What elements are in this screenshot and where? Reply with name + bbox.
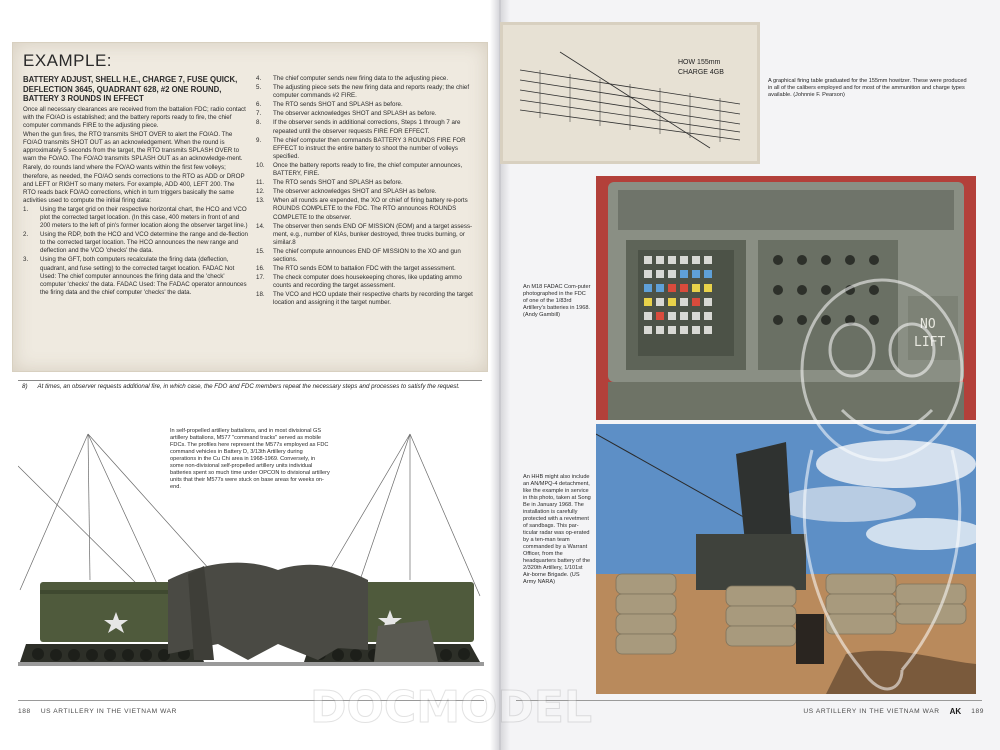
step-text: Using the RDP, both the HCO and VCO determine the range and de-flection to the corrected target location. The HCO announces the new range and deflection and the VCO 'checks' the data. xyxy=(40,231,248,255)
step-text: The observer acknowledges SHOT and SPLASH as before. xyxy=(273,188,437,196)
step-text: When all rounds are expended, the XO or chief of firing battery re-ports ROUNDS COMPLETE to the FDC. The RTO announces ROUNDS COMPLETE to the observer. xyxy=(273,197,468,221)
radar-caption: An HHB might also include an AN/MPQ-4 detachment, like the example in service in this photo, taken at Song Be in January 1968. The installation is carefully protected with a revetment of sandbags. This par-ticular radar was op-erated by a ten-man team commanded by a Warrant Officer, from the headquarters battery of the 2/320th Artillery, 1/101st Air-borne Brigade. (US Army NARA) xyxy=(523,474,591,585)
profile-caption: In self-propelled artillery battalions, and in most divisional GS artillery battalions, M577 "command tracks" served as mobile FDCs. The profiles here represent the M577s employed as FDC command vehicles in Battery D, 3/13th Artillery during operations in the Cu Chi area in 1968-1969. Conversely, in some non-divisional self-propelled artillery units individual batteries spent so much time under OPCON to divisional artillery units that their M577s were stuck on base areas for weeks on-end. xyxy=(170,428,330,490)
example-step xyxy=(256,188,481,196)
example-step xyxy=(256,223,481,247)
fadac-computer-photo xyxy=(596,176,976,420)
step-number: 11. xyxy=(256,179,265,187)
footnote-marker: 8) xyxy=(22,383,28,390)
step-text: The adjusting piece sets the new firing data and reports ready; the chief computer commands #2 FIRE. xyxy=(273,84,470,100)
step-number: 3. xyxy=(23,256,29,264)
step-text: The RTO sends SHOT and SPLASH as before. xyxy=(273,101,403,109)
running-title-left: US ARTILLERY IN THE VIETNAM WAR xyxy=(40,707,178,715)
example-column-right xyxy=(256,75,481,367)
footnote xyxy=(22,383,482,390)
step-text: Using the target grid on their respective horizontal chart, the HCO and VCO plot the corrected target location. (In this case, 400 meters in front of and 200 meters to the left of pin's former location along the observer target line.) xyxy=(40,205,248,230)
example-step xyxy=(256,101,481,109)
example-step xyxy=(256,179,481,187)
step-text: If the observer sends in additional corrections, Steps 1 through 7 are repeated until the observer requests FIRE FOR EFFECT. xyxy=(273,119,461,135)
brand-watermark-text: DOCMODEL xyxy=(310,682,593,733)
step-text: The chief computer then commands BATTERY 3 ROUNDS FIRE FOR EFFECT to instruct the entire battery to shoot the number of volleys specified. xyxy=(273,136,466,160)
step-text: Once the battery reports ready to fire, the chief computer announces, BATTERY, FIRE. xyxy=(273,161,463,178)
example-step xyxy=(256,291,481,307)
example-step xyxy=(256,84,481,100)
ak-brand-logo: AK xyxy=(949,706,962,716)
example-step xyxy=(256,162,481,178)
example-column-left xyxy=(23,75,248,367)
firing-table-caption: A graphical firing table graduated for the 155mm howitzer. These were produced in all of the calibers employed and for most of the ammunition and charge types available. (Johnnie F. Pearson) xyxy=(768,78,967,98)
step-number: 12. xyxy=(256,188,265,196)
step-number: 13. xyxy=(256,197,265,205)
example-step xyxy=(256,197,481,221)
step-text: The observer acknowledges SHOT and SPLASH as before. xyxy=(273,110,437,118)
step-number: 2. xyxy=(23,231,29,239)
step-number: 4. xyxy=(256,75,262,82)
step-number: 1. xyxy=(23,205,29,213)
fadac-caption: An M18 FADAC Com-puter photographed in the FDC of one of the 1/83rd Artillery's batteries in 1968. (Andy Gambill) xyxy=(523,284,591,318)
footnote-text: At times, an observer requests additional fire, in which case, the FDO and FDC members repeat the necessary steps and processes to satisfy the request. xyxy=(37,383,460,390)
example-paragraph: Once all necessary clearances are received from the battalion FDC; radio contact with the FO/AO is established; and the battery reports ready to fire, the chief computer commands FIRE to the adjusting piece. xyxy=(23,105,246,129)
step-number: 9. xyxy=(256,136,262,144)
folio-divider-left xyxy=(18,700,484,701)
page-number-right: 189 xyxy=(971,707,984,715)
fadac-stencil-line-1: NO xyxy=(920,317,936,332)
step-number: 5. xyxy=(256,84,262,92)
example-body xyxy=(23,75,481,367)
radar-installation-photo xyxy=(596,424,976,694)
page-number-left: 188 xyxy=(18,707,31,715)
graphical-firing-table-photo xyxy=(500,22,760,164)
step-text: The RTO sends EOM to battalion FDC with the target assessment. xyxy=(273,265,456,273)
example-step xyxy=(256,119,481,135)
folio-right xyxy=(803,704,984,718)
example-note-card xyxy=(12,42,488,372)
step-text: The chief computer sends new firing data to the adjusting piece. xyxy=(273,75,449,82)
folio-left xyxy=(18,704,177,718)
example-paragraph: Rarely, do rounds land where the FO/AO wants within the first few volleys; therefore, as needed, the FO/AO sends corrections to the RTO as ADD or DROP and LEFT or RIGHT so many meters. For example, ADD 400, LEFT 200. The RTO reads back FO/AO corrections, which in turn triggers basically the same activities used to compute the initial firing data: xyxy=(23,164,245,204)
example-step xyxy=(23,206,248,230)
step-text: The VCO and HCO update their respective charts by recording the target location and assigning it the target number. xyxy=(273,291,473,307)
example-step xyxy=(256,75,481,83)
step-number: 7. xyxy=(256,110,262,118)
step-number: 16. xyxy=(256,265,265,273)
folio-divider-right xyxy=(516,700,982,701)
step-number: 17. xyxy=(256,274,265,282)
step-text: Using the GFT, both computers recalculate the firing data (deflection, quadrant, and fuse setting) to the corrected target location. FADAC Not Used: The chief computer announces the firing data and the 'check' computer 'checks' the data. FADAC Used: The FADAC operator announces the firing data and the chief computer 'checks' the data. xyxy=(40,256,247,296)
step-number: 18. xyxy=(256,291,265,299)
example-step xyxy=(256,265,481,273)
example-subhead: BATTERY ADJUST, SHELL H.E., CHARGE 7, FUSE QUICK, DEFLECTION 3645, QUADRANT 628, #2 ONE ROUND, BATTERY 3 ROUNDS IN EFFECT xyxy=(23,75,238,104)
example-heading: EXAMPLE: xyxy=(23,51,113,70)
firing-table-label-1: HOW 155mm xyxy=(678,59,721,66)
step-text: The observer then sends END OF MISSION (EOM) and a target assess-ment, e.g., number of KIAs, bunker destroyed, three trucks burning, or similar.8 xyxy=(273,222,473,246)
example-paragraph: When the gun fires, the RTO transmits SHOT OVER to alert the FO/AO. The FO/AO transmits SHOT OUT as an acknowledgement. When the round is approximately 5 seconds from the target, the RTO transmits SPLASH OVER to warn the FO/AO. The FO/AO transmits SPLASH OUT as an acknowledge-ment. xyxy=(23,131,243,163)
running-title-right: US ARTILLERY IN THE VIETNAM WAR xyxy=(803,707,940,715)
example-step xyxy=(256,137,481,161)
example-step xyxy=(23,256,248,296)
footnote-divider xyxy=(18,380,482,381)
example-step xyxy=(256,248,481,264)
step-text: The check computer does housekeeping chores, like updating ammo counts and recording the target assessment. xyxy=(273,274,462,290)
example-step xyxy=(256,274,481,290)
fadac-keypad xyxy=(638,250,734,356)
fadac-stencil-line-2: LIFT xyxy=(914,335,946,350)
example-step xyxy=(256,110,481,118)
step-number: 15. xyxy=(256,247,265,255)
step-text: The chief compute announces END OF MISSION to the XO and gun sections. xyxy=(273,247,461,263)
step-number: 10. xyxy=(256,161,265,169)
firing-table-label-2: CHARGE 4GB xyxy=(678,69,724,76)
example-step xyxy=(23,231,248,255)
step-number: 6. xyxy=(256,101,262,109)
step-number: 14. xyxy=(256,222,265,230)
step-text: The RTO sends SHOT and SPLASH as before. xyxy=(273,179,403,187)
step-number: 8. xyxy=(256,119,262,127)
